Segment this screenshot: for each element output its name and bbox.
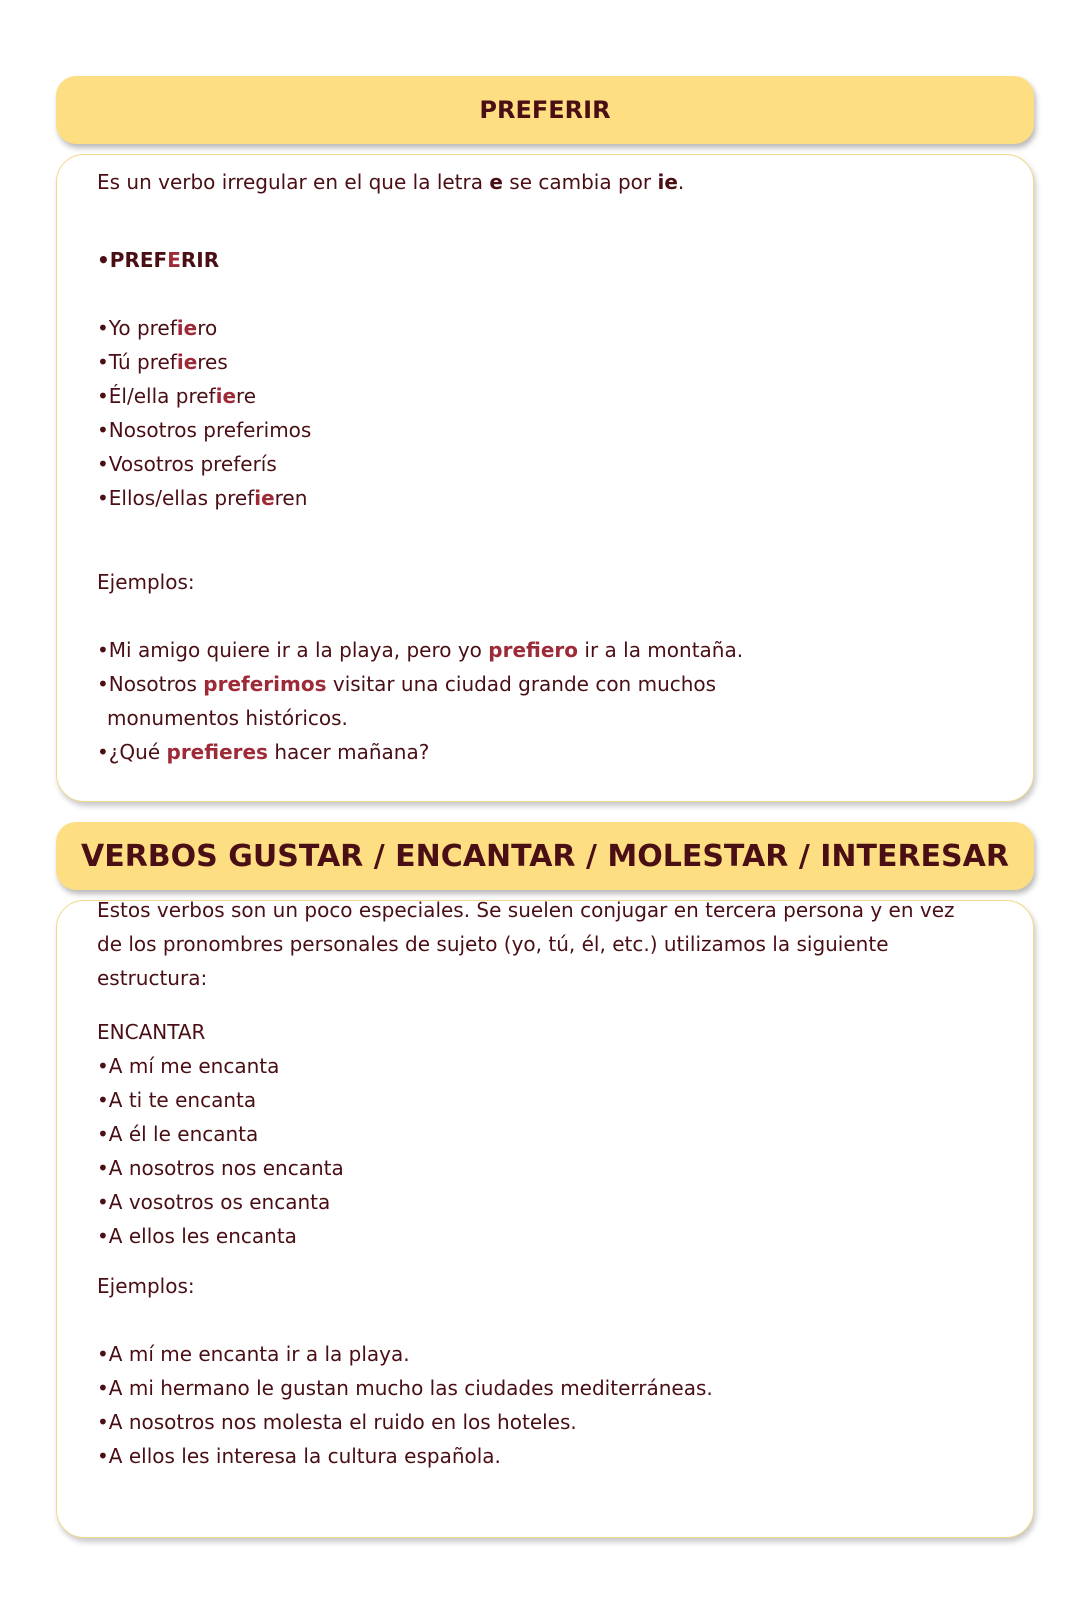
- conjugation-item: •Vosotros preferís: [97, 452, 277, 476]
- examples-label: Ejemplos:: [97, 1274, 195, 1298]
- examples-label: Ejemplos:: [97, 570, 195, 594]
- section-title: VERBOS GUSTAR / ENCANTAR / MOLESTAR / INTERESAR: [81, 838, 1009, 874]
- example-item-continuation: monumentos históricos.: [107, 706, 348, 730]
- example-item: •Nosotros preferimos visitar una ciudad grande con muchos: [97, 672, 717, 696]
- conjugation-item: •Nosotros preferimos: [97, 418, 312, 442]
- intro-text: Es un verbo irregular en el que la letra e se cambia por ie.: [97, 170, 685, 194]
- form-item: •A él le encanta: [97, 1122, 259, 1146]
- form-item: •A ti te encanta: [97, 1088, 257, 1112]
- example-item: •A mi hermano le gustan mucho las ciudades mediterráneas.: [97, 1376, 713, 1400]
- conjugation-item: •Yo prefiero: [97, 316, 218, 340]
- conjugation-item: •Él/ella prefiere: [97, 384, 257, 408]
- form-item: •A vosotros os encanta: [97, 1190, 331, 1214]
- conjugation-item: •Tú prefieres: [97, 350, 228, 374]
- intro-text-line: estructura:: [97, 966, 208, 990]
- form-item: •A nosotros nos encanta: [97, 1156, 344, 1180]
- verb-label: ENCANTAR: [97, 1020, 206, 1044]
- conjugation-item: •Ellos/ellas prefieren: [97, 486, 308, 510]
- section-title-banner: [56, 822, 1034, 890]
- section-title-banner: [56, 76, 1034, 144]
- form-item: •A mí me encanta: [97, 1054, 280, 1078]
- form-item: •A ellos les encanta: [97, 1224, 297, 1248]
- example-item: •A mí me encanta ir a la playa.: [97, 1342, 410, 1366]
- example-item: •¿Qué prefieres hacer mañana?: [97, 740, 430, 764]
- example-item: •A nosotros nos molesta el ruido en los hoteles.: [97, 1410, 577, 1434]
- intro-text-line: de los pronombres personales de sujeto (yo, tú, él, etc.) utilizamos la siguiente: [97, 932, 889, 956]
- intro-text-line: Estos verbos son un poco especiales. Se suelen conjugar en tercera persona y en vez: [97, 898, 955, 922]
- infinitive-heading: •PREFERIR: [97, 248, 220, 272]
- section-title: PREFERIR: [479, 96, 611, 124]
- example-item: •Mi amigo quiere ir a la playa, pero yo prefiero ir a la montaña.: [97, 638, 744, 662]
- example-item: •A ellos les interesa la cultura española.: [97, 1444, 501, 1468]
